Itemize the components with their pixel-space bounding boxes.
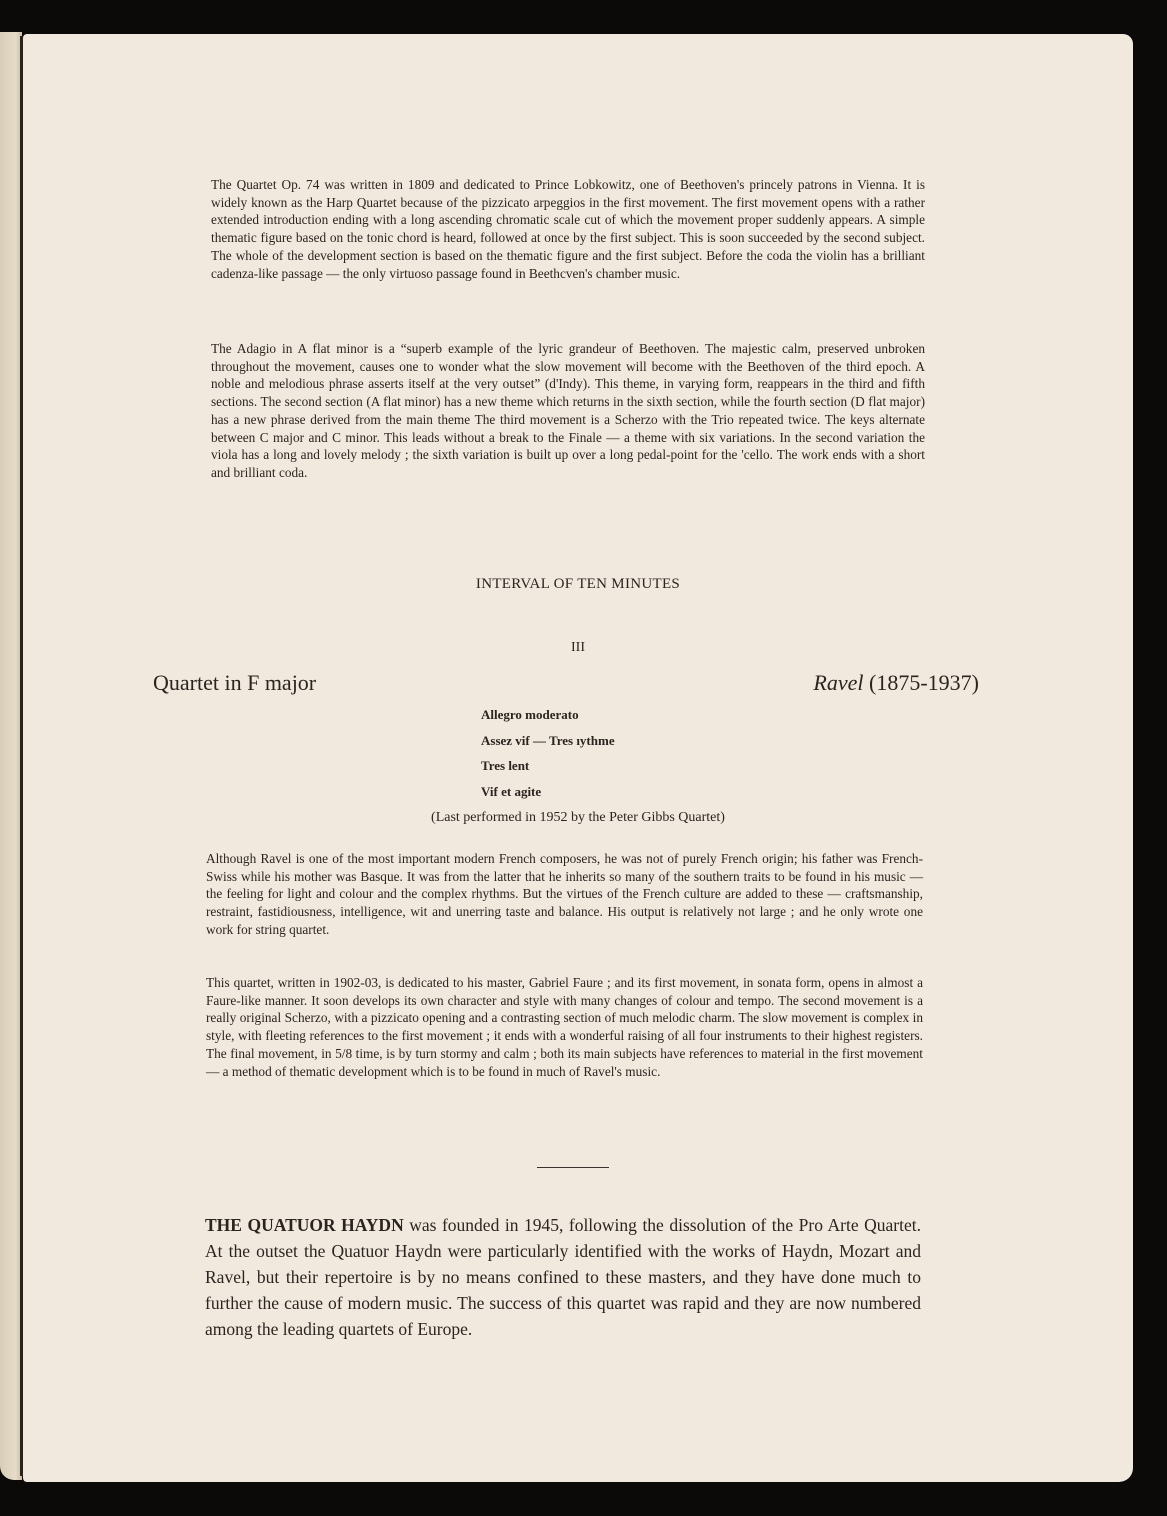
movement-item: Vif et agite bbox=[481, 783, 542, 799]
composer-dates: (1875-1937) bbox=[869, 670, 979, 695]
ravel-paragraph-1: Although Ravel is one of the most important modern French composers, he was not of purely French origin; his father was French-Swiss while his mother was Basque. It was from the latter that he inherits so many of the southern traits to be found in his music — the feeling for light and colour and the complex rhythms. But the virtues of the French culture are added to these — craftsmanship, restraint, fastidiousness, intelligence, wit and unerring taste and balance. His output is relatively not large ; and he only wrote one work for string quartet. bbox=[206, 851, 923, 937]
interval-heading: INTERVAL OF TEN MINUTES bbox=[475, 576, 681, 592]
movement-list bbox=[481, 702, 615, 804]
ensemble-bio bbox=[205, 1212, 921, 1342]
beethoven-paragraph-2: The Adagio in A flat minor is a “superb example of the lyric grandeur of Beethoven. The majestic calm, preserved unbroken throughout the movement, causes one to wonder what the slow movement will become with the Beethoven of the third epoch. A noble and melodious phrase asserts itself at the very outset” (d'Indy). This theme, in varying form, reappears in the third and fifth sections. The second section (A flat minor) has a new theme which returns in the sixth section, while the fourth section (D flat major) has a new phrase derived from the main theme The third movement is a Scherzo with the Trio repeated twice. The keys alternate between C major and C minor. This leads without a break to the Finale — a theme with six variations. In the second variation the viola has a long and lovely melody ; the sixth variation is built up over a long pedal-point for the 'cello. The work ends with a short and brilliant coda. bbox=[211, 341, 925, 480]
programme-page bbox=[23, 34, 1133, 1482]
last-performed-note: (Last performed in 1952 by the Peter Gibbs Quartet) bbox=[431, 810, 725, 825]
movement-item: Allegro moderato bbox=[481, 707, 579, 722]
composer bbox=[813, 670, 979, 696]
previous-page-edge bbox=[0, 32, 22, 1480]
beethoven-paragraph-1: The Quartet Op. 74 was written in 1809 and dedicated to Prince Lobkowitz, one of Beethoven's princely patrons in Vienna. It is widely known as the Harp Quartet because of the pizzicato arpeggios in the first movement. The first movement opens with a rather extended introduction ending with a long ascending chromatic scale cut of which the movement proper suddenly appears. A simple thematic figure based on the tonic chord is heard, followed at once by the first subject. This is soon succeeded by the second subject. The whole of the development section is based on the thematic figure and the first subject. Before the coda the violin has a brilliant cadenza-like passage — the only virtuoso passage found in Beethcven's chamber music. bbox=[211, 177, 925, 281]
item-number: III bbox=[571, 640, 585, 655]
composer-name: Ravel bbox=[813, 670, 864, 695]
movement-item: Assez vif — Tres ıythme bbox=[481, 732, 615, 748]
ravel-paragraph-2: This quartet, written in 1902-03, is dedicated to his master, Gabriel Faure ; and its first movement, in sonata form, opens in almost a Faure-like manner. It soon develops its own character and style with many changes of colour and tempo. The second movement is a really original Scherzo, with a pizzicato opening and a contrasting section of much melodic charm. The slow movement is complex in style, with fleeting references to the first movement ; it ends with a wonderful raising of all four instruments to their highest registers. The final movement, in 5/8 time, is by turn stormy and calm ; both its main subjects have references to material in the first movement — a method of thematic development which is to be found in much of Ravel's music. bbox=[206, 975, 923, 1079]
work-title: Quartet in F major bbox=[153, 670, 317, 695]
ensemble-name: THE QUATUOR HAYDN bbox=[205, 1215, 404, 1235]
ensemble-bio-text: was founded in 1945, following the dissolution of the Pro Arte Quartet. At the outset the Quatuor Haydn were particularly identified with the works of Haydn, Mozart and Ravel, but their repertoire is by no means confined to these masters, and they have done much to further the cause of modern music. The success of this quartet was rapid and they are now numbered among the leading quartets of Europe. bbox=[205, 1215, 922, 1339]
movement-item: Tres lent bbox=[481, 758, 530, 773]
section-divider bbox=[537, 1167, 609, 1168]
